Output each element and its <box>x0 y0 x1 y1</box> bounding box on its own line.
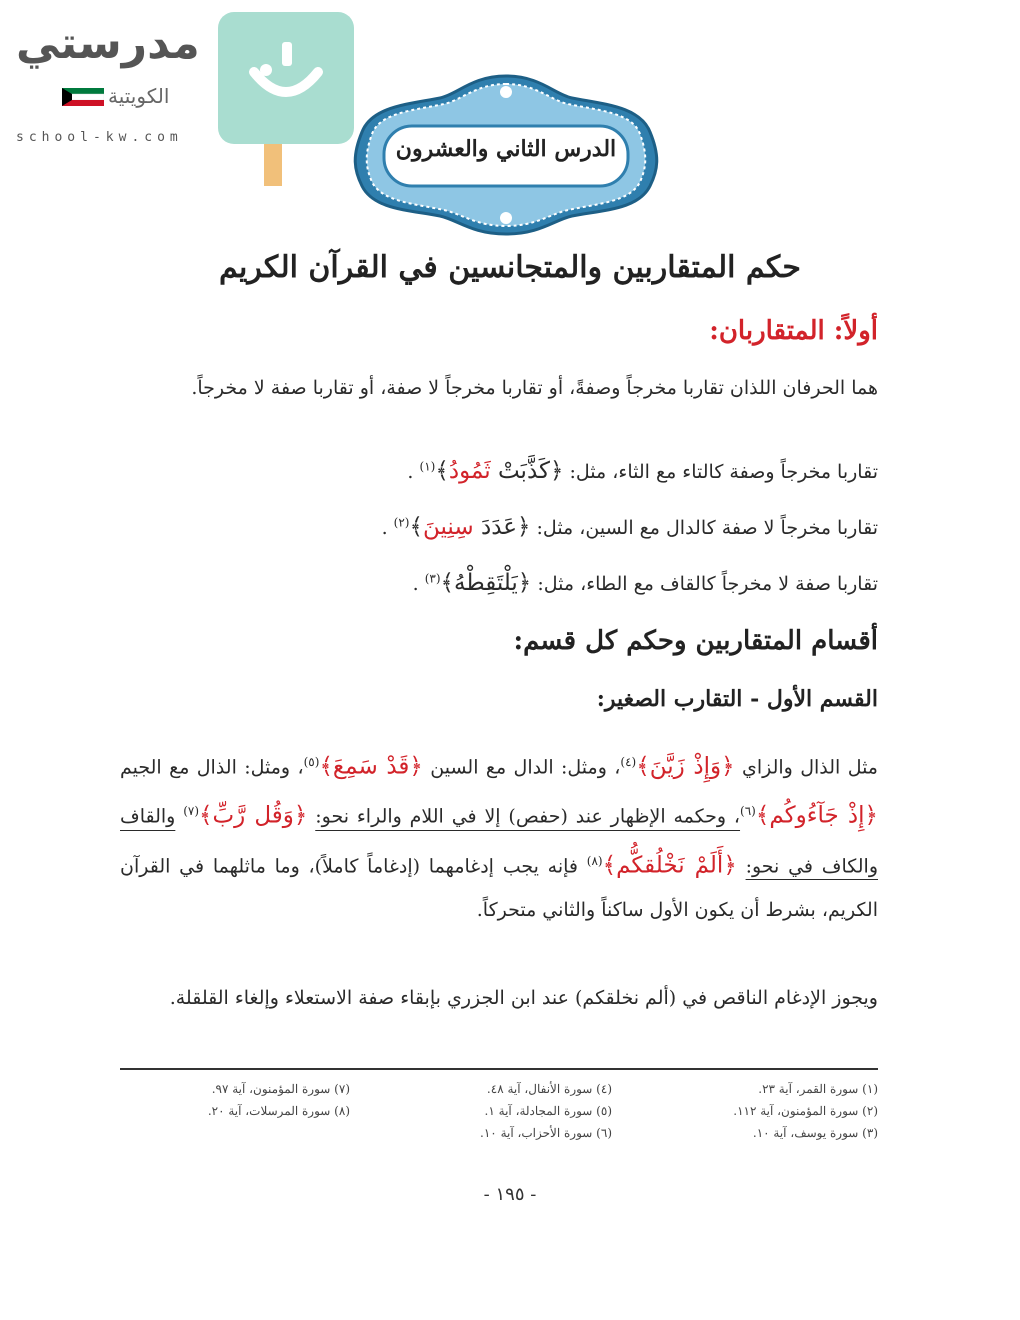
verse-word: يَلْتَقِطْهُ <box>454 570 518 596</box>
section2-paragraph-1 <box>120 740 878 932</box>
quran-verse: ﴿وَإِذْ زَيَّنَ﴾ <box>636 753 735 780</box>
text-run-underlined: والقاف والكاف في نحو: <box>120 805 878 877</box>
subheading-small-proximity: القسم الأول - التقارب الصغير: <box>596 686 878 712</box>
footnote-item: (٥) سورة المجادلة، آية ١. <box>484 1104 612 1118</box>
logo-url: school-kw.com <box>16 130 183 145</box>
quran-verse: ﴿إِذْ جَآءُوكُم﴾ <box>755 802 878 829</box>
footnote-item: (٤) سورة الأنفال، آية ٤٨. <box>486 1082 612 1096</box>
footnote-item: (١) سورة القمر، آية ٢٣. <box>758 1082 878 1096</box>
verse-bracket-close: ﴾ <box>435 458 449 484</box>
footnote-ref: (٥) <box>303 755 320 769</box>
example-text: تقاربا مخرجاً وصفة كالتاء مع الثاء، مثل: <box>569 461 878 483</box>
footnote-item: (٢) سورة المؤمنون، آية ١١٢. <box>733 1104 878 1118</box>
section-heading-aqsam: أقسام المتقاربين وحكم كل قسم: <box>513 626 878 656</box>
quran-verse <box>435 458 563 484</box>
verse-word: عَدَدَ <box>480 514 517 540</box>
logo-subtitle: الكويتية <box>108 84 170 108</box>
text-run: مثل الذال والزاي <box>741 756 878 779</box>
footnote-item: (٦) سورة الأحزاب، آية ١٠. <box>480 1126 612 1140</box>
footnote-ref: (٣) <box>424 571 441 586</box>
quran-verse <box>441 570 532 596</box>
verse-bracket-close: ﴾ <box>440 570 454 596</box>
quran-verse: ﴿أَلَمْ نَخْلُقكُّم﴾ <box>602 851 737 878</box>
quran-verse: ﴿قَدْ سَمِعَ﴾ <box>319 753 423 780</box>
quran-verse <box>409 514 530 540</box>
section2-paragraph-2: ويجوز الإدغام الناقص في (ألم نخلقكم) عند ابن الجزري بإبقاء صفة الاستعلاء وإلغاء القلقلة. <box>169 987 878 1009</box>
logo-tile <box>218 12 354 144</box>
page-title: حكم المتقاربين والمتجانسين في القرآن الكريم <box>219 250 801 285</box>
footnote-ref: (٢) <box>393 515 410 530</box>
verse-word-highlight: ثَمُودُ <box>448 458 491 484</box>
footnotes-column-middle <box>440 1078 612 1144</box>
footnotes-column-left <box>180 1078 350 1122</box>
page-number: - ١٩٥ - <box>483 1184 537 1205</box>
smile-icon <box>218 12 354 144</box>
footnote-ref: (١) <box>419 459 436 474</box>
example-text: تقاربا مخرجاً لا صفة كالدال مع السين، مثل: <box>536 517 878 539</box>
sentence-end: . <box>381 517 388 539</box>
verse-bracket-open: ﴿ <box>549 458 564 484</box>
verse-bracket-open: ﴿ <box>517 570 532 596</box>
quran-verse: ﴿وَقُل رَّبِّ﴾ <box>199 802 308 829</box>
footnote-item: (٣) سورة يوسف، آية ١٠. <box>752 1126 878 1140</box>
example-line-1 <box>120 458 878 484</box>
section-heading-mutaqaribān: أولاً: المتقاربان: <box>709 316 878 346</box>
text-run: ، ومثل: الذال مع الجيم <box>120 756 304 779</box>
footnote-item: (٨) سورة المرسلات، آية ٢٠. <box>207 1104 350 1118</box>
verse-word: كَذَّبَتْ <box>497 458 550 484</box>
text-run: ، ومثل: الدال مع السين <box>430 756 621 779</box>
footnote-ref: (٤) <box>620 755 637 769</box>
example-line-2 <box>120 514 878 540</box>
logo-name: مدرستي <box>16 18 200 69</box>
sentence-end: . <box>412 573 419 595</box>
footnote-item: (٧) سورة المؤمنون، آية ٩٧. <box>211 1082 350 1096</box>
footnote-ref: (٨) <box>586 853 603 868</box>
definition-paragraph: هما الحرفان اللذان تقاربا مخرجاً وصفةً، أو تقاربا مخرجاً لا صفة، أو تقاربا صفة لا مخرجاً. <box>191 377 878 399</box>
footnote-divider <box>120 1068 878 1070</box>
kuwait-flag-icon <box>62 88 104 106</box>
lesson-badge-title: الدرس الثاني والعشرون <box>395 136 617 162</box>
example-text: تقاربا صفة لا مخرجاً كالقاف مع الطاء، مثل: <box>537 573 878 595</box>
example-line-3 <box>120 570 878 596</box>
footnote-ref: (٦) <box>740 804 756 819</box>
logo-bookmark <box>264 144 282 186</box>
verse-bracket-open: ﴿ <box>517 514 531 540</box>
footnotes-column-right <box>700 1078 878 1144</box>
footnote-ref: (٧) <box>183 804 200 819</box>
verse-word-highlight: سِنِينَ <box>422 514 474 540</box>
text-run: فإنه يجب إدغامهما (إدغاماً كاملاً)، وما ماثلهما في القرآن الكريم، بشرط أن يكون الأول ساكناً والثاني متحركاً. <box>120 854 878 921</box>
sentence-end: . <box>407 461 414 483</box>
text-run-underlined: ، وحكمه الإظهار عند (حفص) إلا في اللام والراء نحو: <box>315 805 741 828</box>
verse-bracket-close: ﴾ <box>409 514 423 540</box>
